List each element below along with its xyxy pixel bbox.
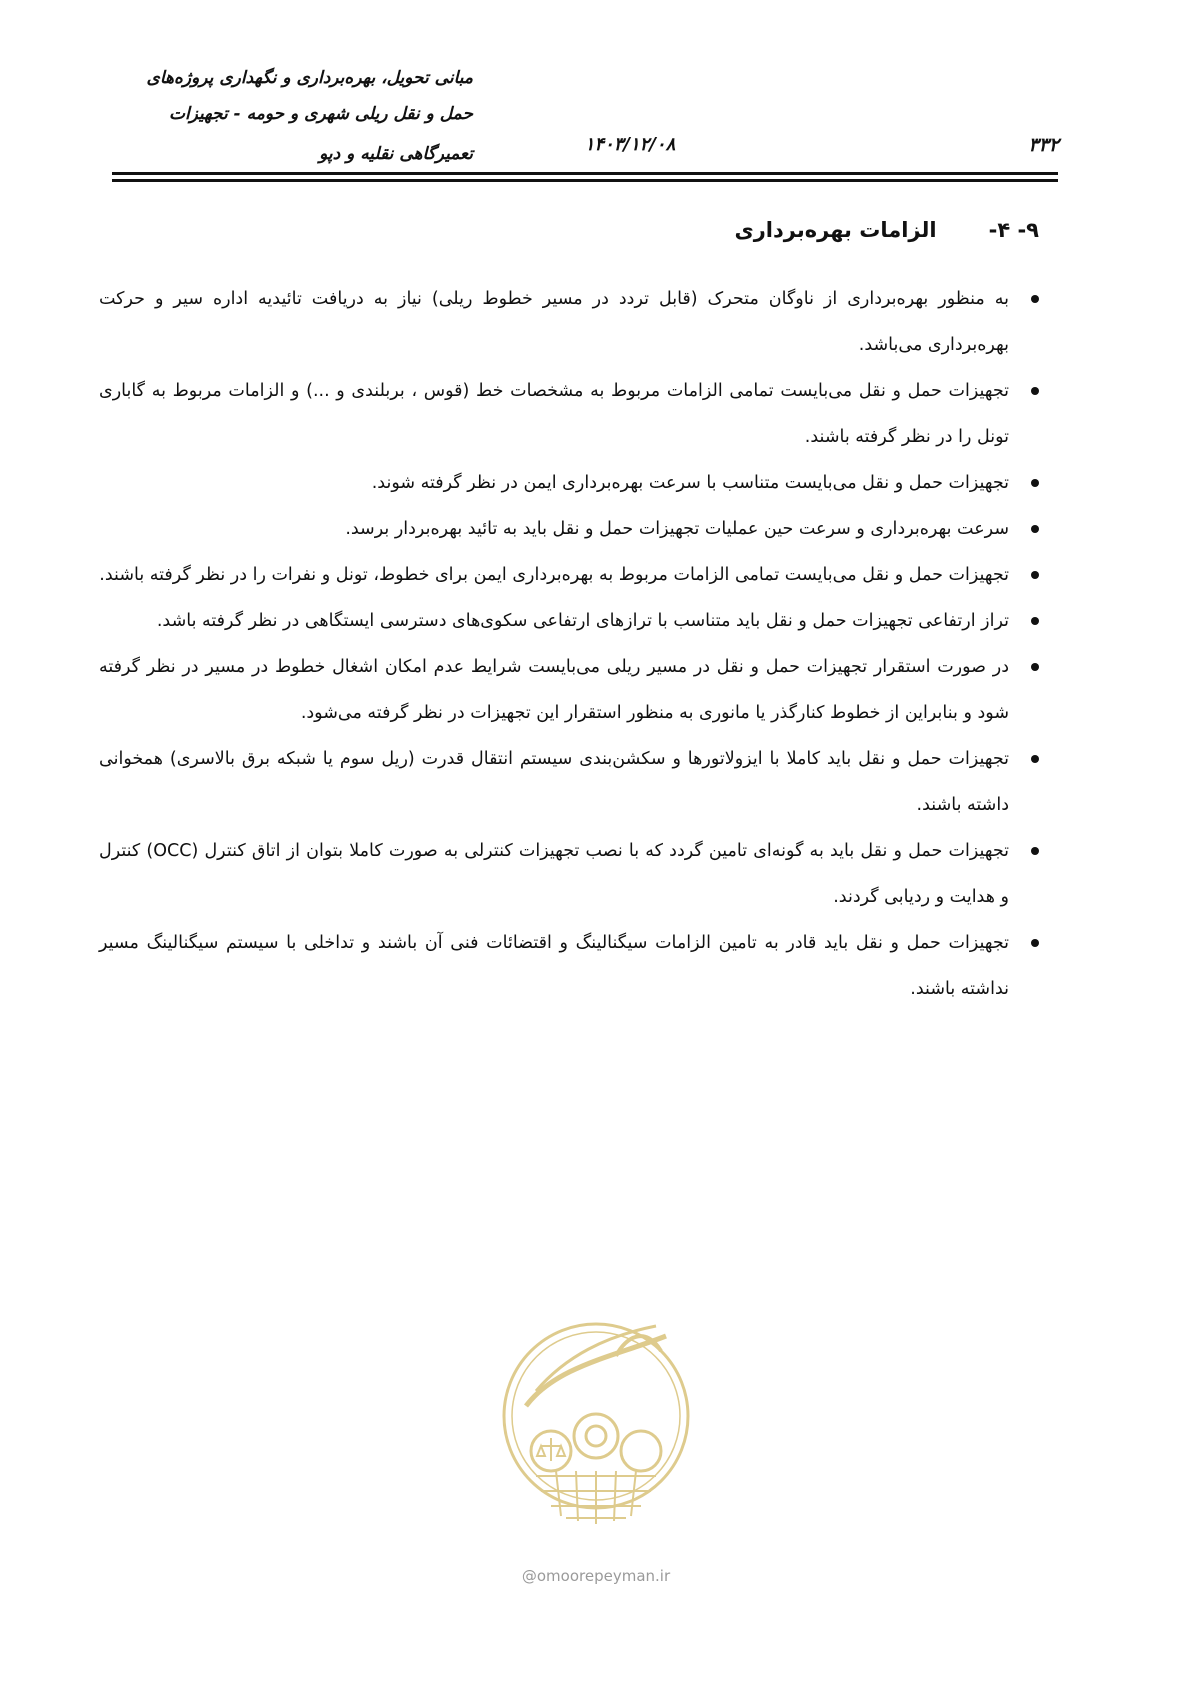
list-item-text: تجهیزات حمل و نقل می‌بایست تمامی الزامات مربوط به بهره‌برداری ایمن برای خطوط، تونل و نفرات را در نظر گرفته باشند. — [99, 565, 1009, 585]
header-title-line-1: مبانی تحویل، بهره‌برداری و نگهداری پروژه‌های — [146, 68, 473, 88]
list-item — [99, 828, 1039, 920]
list-item — [99, 460, 1039, 506]
list-item-text: تجهیزات حمل و نقل باید کاملا با ایزولاتورها و سکشن‌بندی سیستم انتقال قدرت (ریل سوم یا شبکه برق بالاسری) همخوانی داشته باشند. — [99, 749, 1009, 815]
header-divider-bottom — [112, 179, 1058, 182]
list-item — [99, 644, 1039, 736]
bullet-icon — [1031, 755, 1039, 763]
header-date: ۱۴۰۳/۱۲/۰۸ — [584, 134, 676, 155]
section-title: الزامات بهره‌برداری — [734, 218, 937, 242]
header-divider-top — [112, 172, 1058, 175]
page-number: ۳۳۲ — [1028, 134, 1059, 156]
header-title-line-2: حمل و نقل ریلی شهری و حومه - تجهیزات — [168, 104, 473, 124]
list-item-text: تراز ارتفاعی تجهیزات حمل و نقل باید متناسب با ترازهای ارتفاعی سکوی‌های دسترسی ایستگاهی در نظر گرفته باشد. — [156, 611, 1009, 631]
bullet-icon — [1031, 479, 1039, 487]
list-item — [99, 598, 1039, 644]
list-item-text: سرعت بهره‌برداری و سرعت حین عملیات تجهیزات حمل و نقل باید به تائید بهره‌بردار برسد. — [345, 519, 1009, 539]
list-item — [99, 506, 1039, 552]
watermark-url-text: omoorepeyman.ir — [536, 1567, 671, 1585]
list-item-text: تجهیزات حمل و نقل می‌بایست متناسب با سرعت بهره‌برداری ایمن در نظر گرفته شوند. — [371, 473, 1009, 493]
list-item-text: به منظور بهره‌برداری از ناوگان متحرک (قابل تردد در مسیر خطوط ریلی) نیاز به دریافت تائیدیه اداره سیر و حرکت بهره‌برداری می‌باشد. — [99, 289, 1009, 355]
bullet-icon — [1031, 525, 1039, 533]
at-icon: @ — [521, 1567, 537, 1585]
bullet-icon — [1031, 847, 1039, 855]
watermark-logo-icon — [496, 1296, 696, 1556]
list-item-text: تجهیزات حمل و نقل باید به گونه‌ای تامین گردد که با نصب تجهیزات کنترلی به صورت کاملا بتوان از اتاق کنترل (OCC) کنترل و هدایت و ردیابی گردند. — [99, 841, 1009, 907]
bullet-icon — [1031, 663, 1039, 671]
list-item — [99, 920, 1039, 1012]
bullet-icon — [1031, 939, 1039, 947]
section-heading — [439, 218, 1039, 242]
list-item-text: تجهیزات حمل و نقل می‌بایست تمامی الزامات مربوط به مشخصات خط (قوس ، بربلندی و ...) و الزامات مربوط به گاباری تونل را در نظر گرفته باشند. — [99, 381, 1009, 447]
bullet-icon — [1031, 387, 1039, 395]
list-item — [99, 276, 1039, 368]
watermark-url — [496, 1567, 696, 1585]
bullet-icon — [1031, 617, 1039, 625]
header-title-line-3: تعمیرگاهی نقلیه و دپو — [319, 144, 473, 164]
list-item-text: در صورت استقرار تجهیزات حمل و نقل در مسیر ریلی می‌بایست شرایط عدم امکان اشغال خطوط در مسیر در نظر گرفته شود و بنابراین از خطوط کنارگذر یا مانوری به منظور استقرار این تجهیزات در نظر گرفته می‌شود. — [99, 657, 1009, 723]
list-item — [99, 736, 1039, 828]
section-number: ۹- ۴- — [988, 218, 1039, 242]
requirements-list — [99, 276, 1039, 1012]
list-item — [99, 552, 1039, 598]
list-item — [99, 368, 1039, 460]
bullet-icon — [1031, 295, 1039, 303]
list-item-text: تجهیزات حمل و نقل باید قادر به تامین الزامات سیگنالینگ و اقتضائات فنی آن باشند و تداخلی با سیستم سیگنالینگ مسیر نداشته باشند. — [99, 933, 1009, 999]
bullet-icon — [1031, 571, 1039, 579]
